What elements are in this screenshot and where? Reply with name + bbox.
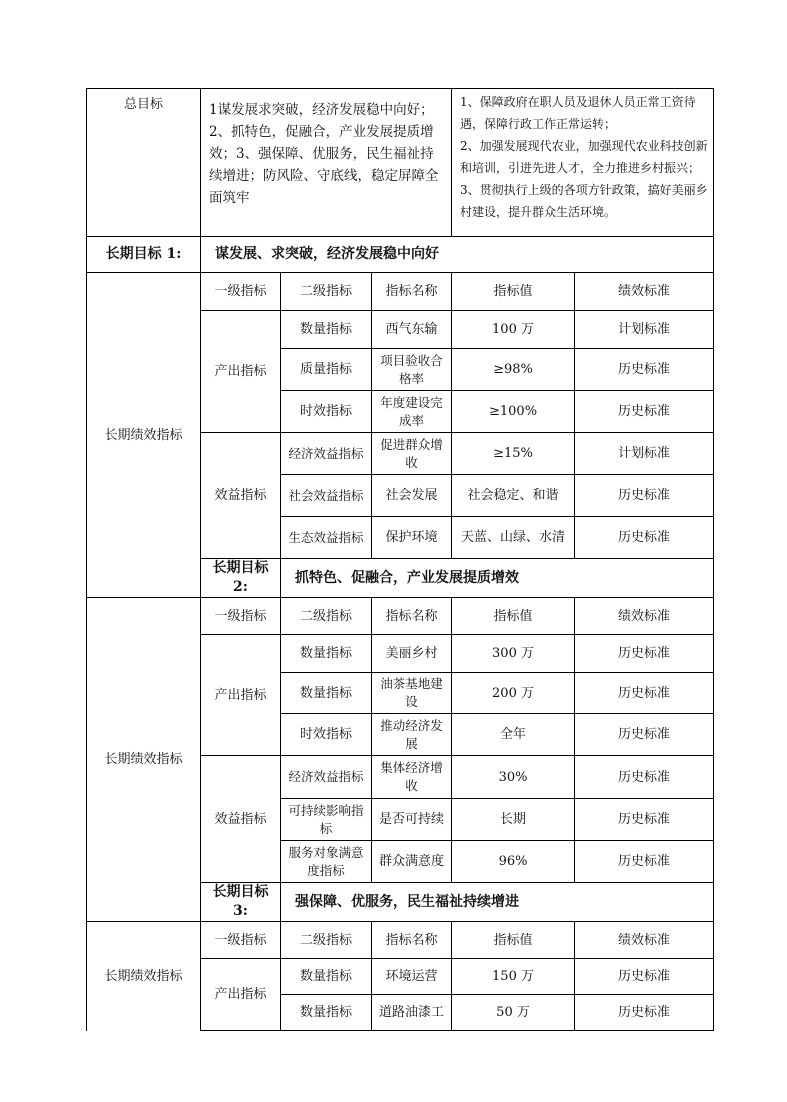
- standard-cell: 历史标准: [575, 799, 714, 841]
- indicator-value-cell: 天蓝、山绿、水清: [452, 517, 575, 559]
- indicator-name-cell: 促进群众增收: [372, 433, 452, 475]
- header-level2: 二级指标: [281, 922, 372, 959]
- standard-cell: 历史标准: [575, 841, 714, 883]
- indicator-name-cell: 群众满意度: [372, 841, 452, 883]
- standard-cell: 计划标准: [575, 311, 714, 349]
- standard-cell: 历史标准: [575, 391, 714, 433]
- header-level2: 二级指标: [281, 598, 372, 635]
- indicator-value-cell: 200 万: [452, 673, 575, 714]
- performance-indicator-label: 长期绩效指标: [87, 273, 201, 598]
- long-term-goal-title: 抓特色、促融合，产业发展提质增效: [281, 559, 714, 598]
- standard-cell: 历史标准: [575, 517, 714, 559]
- indicator-name-cell: 项目验收合格率: [372, 349, 452, 391]
- header-standard: 绩效标准: [575, 273, 714, 311]
- overall-goal-item: 1、保障政府在职人员及退休人员正常工资待遇，保障行政工作正常运转；: [460, 95, 696, 131]
- level1-cell: 产出指标: [201, 635, 281, 756]
- indicator-name-cell: 社会发展: [372, 475, 452, 517]
- level2-cell: 经济效益指标: [281, 756, 372, 799]
- indicator-value-cell: 全年: [452, 714, 575, 756]
- header-standard: 绩效标准: [575, 598, 714, 635]
- long-term-goal-title: 谋发展、求突破，经济发展稳中向好: [201, 237, 714, 273]
- level2-cell: 数量指标: [281, 995, 372, 1031]
- level1-cell: 产出指标: [201, 311, 281, 433]
- level2-cell: 可持续影响指标: [281, 799, 372, 841]
- level1-cell: 产出指标: [201, 959, 281, 1031]
- indicator-value-cell: 150 万: [452, 959, 575, 995]
- standard-cell: 历史标准: [575, 959, 714, 995]
- indicator-name-cell: 西气东输: [372, 311, 452, 349]
- standard-cell: 历史标准: [575, 995, 714, 1031]
- standard-cell: 历史标准: [575, 714, 714, 756]
- long-term-goal-title: 强保障、优服务，民生福祉持续增进: [281, 883, 714, 922]
- level2-cell: 数量指标: [281, 959, 372, 995]
- header-row: [87, 598, 714, 635]
- indicator-value-cell: ≥15%: [452, 433, 575, 475]
- indicator-name-cell: 道路油漆工: [372, 995, 452, 1031]
- header-level1: 一级指标: [201, 273, 281, 311]
- indicator-value-cell: 社会稳定、和谐: [452, 475, 575, 517]
- header-level1: 一级指标: [201, 598, 281, 635]
- overall-goal-details: [452, 89, 714, 237]
- overall-goal-row: [87, 89, 714, 237]
- indicator-name-cell: 油茶基地建设: [372, 673, 452, 714]
- performance-indicator-label: 长期绩效指标: [87, 598, 201, 922]
- header-value: 指标值: [452, 598, 575, 635]
- header-name: 指标名称: [372, 598, 452, 635]
- level2-cell: 数量指标: [281, 635, 372, 673]
- header-name: 指标名称: [372, 273, 452, 311]
- standard-cell: 历史标准: [575, 349, 714, 391]
- indicator-name-cell: 美丽乡村: [372, 635, 452, 673]
- header-name: 指标名称: [372, 922, 452, 959]
- header-value: 指标值: [452, 922, 575, 959]
- overall-goal-item: 3、贯彻执行上级的各项方针政策，搞好美丽乡村建设，提升群众生活环境。: [460, 183, 708, 219]
- standard-cell: 历史标准: [575, 673, 714, 714]
- standard-cell: 历史标准: [575, 475, 714, 517]
- indicator-value-cell: 96%: [452, 841, 575, 883]
- indicator-name-cell: 集体经济增收: [372, 756, 452, 799]
- header-level2: 二级指标: [281, 273, 372, 311]
- level2-cell: 数量指标: [281, 311, 372, 349]
- indicator-name-cell: 是否可持续: [372, 799, 452, 841]
- level2-cell: 质量指标: [281, 349, 372, 391]
- level2-cell: 服务对象满意度指标: [281, 841, 372, 883]
- performance-goals-table: [86, 88, 714, 1031]
- overall-goal-item: 2、加强发展现代农业，加强现代农业科技创新和培训，引进先进人才，全力推进乡村振兴；: [460, 139, 708, 175]
- standard-cell: 计划标准: [575, 433, 714, 475]
- standard-cell: 历史标准: [575, 756, 714, 799]
- indicator-value-cell: 50 万: [452, 995, 575, 1031]
- indicator-value-cell: 长期: [452, 799, 575, 841]
- level1-cell: 效益指标: [201, 433, 281, 559]
- indicator-name-cell: 保护环境: [372, 517, 452, 559]
- overall-goal-summary: 1谋发展求突破，经济发展稳中向好；2、抓特色，促融合，产业发展提质增效；3、强保障、优服务，民生福祉持续增进；防风险、守底线，稳定屏障全面筑牢: [201, 89, 452, 237]
- indicator-value-cell: ≥98%: [452, 349, 575, 391]
- performance-indicator-label: 长期绩效指标: [87, 922, 201, 1031]
- header-row: [87, 273, 714, 311]
- long-term-goal-label: 长期目标 3:: [201, 883, 281, 922]
- level2-cell: 经济效益指标: [281, 433, 372, 475]
- standard-cell: 历史标准: [575, 635, 714, 673]
- indicator-value-cell: 300 万: [452, 635, 575, 673]
- header-level1: 一级指标: [201, 922, 281, 959]
- level2-cell: 数量指标: [281, 673, 372, 714]
- indicator-value-cell: ≥100%: [452, 391, 575, 433]
- long-term-goal-row: [87, 237, 714, 273]
- level2-cell: 社会效益指标: [281, 475, 372, 517]
- overall-goal-label: 总目标: [87, 89, 201, 237]
- header-value: 指标值: [452, 273, 575, 311]
- long-term-goal-label: 长期目标 1:: [87, 237, 201, 273]
- indicator-name-cell: 推动经济发展: [372, 714, 452, 756]
- indicator-name-cell: 环境运营: [372, 959, 452, 995]
- header-standard: 绩效标准: [575, 922, 714, 959]
- indicator-value-cell: 100 万: [452, 311, 575, 349]
- level2-cell: 时效指标: [281, 391, 372, 433]
- long-term-goal-label: 长期目标 2:: [201, 559, 281, 598]
- level2-cell: 时效指标: [281, 714, 372, 756]
- indicator-name-cell: 年度建设完成率: [372, 391, 452, 433]
- indicator-value-cell: 30%: [452, 756, 575, 799]
- level1-cell: 效益指标: [201, 756, 281, 883]
- header-row: [87, 922, 714, 959]
- level2-cell: 生态效益指标: [281, 517, 372, 559]
